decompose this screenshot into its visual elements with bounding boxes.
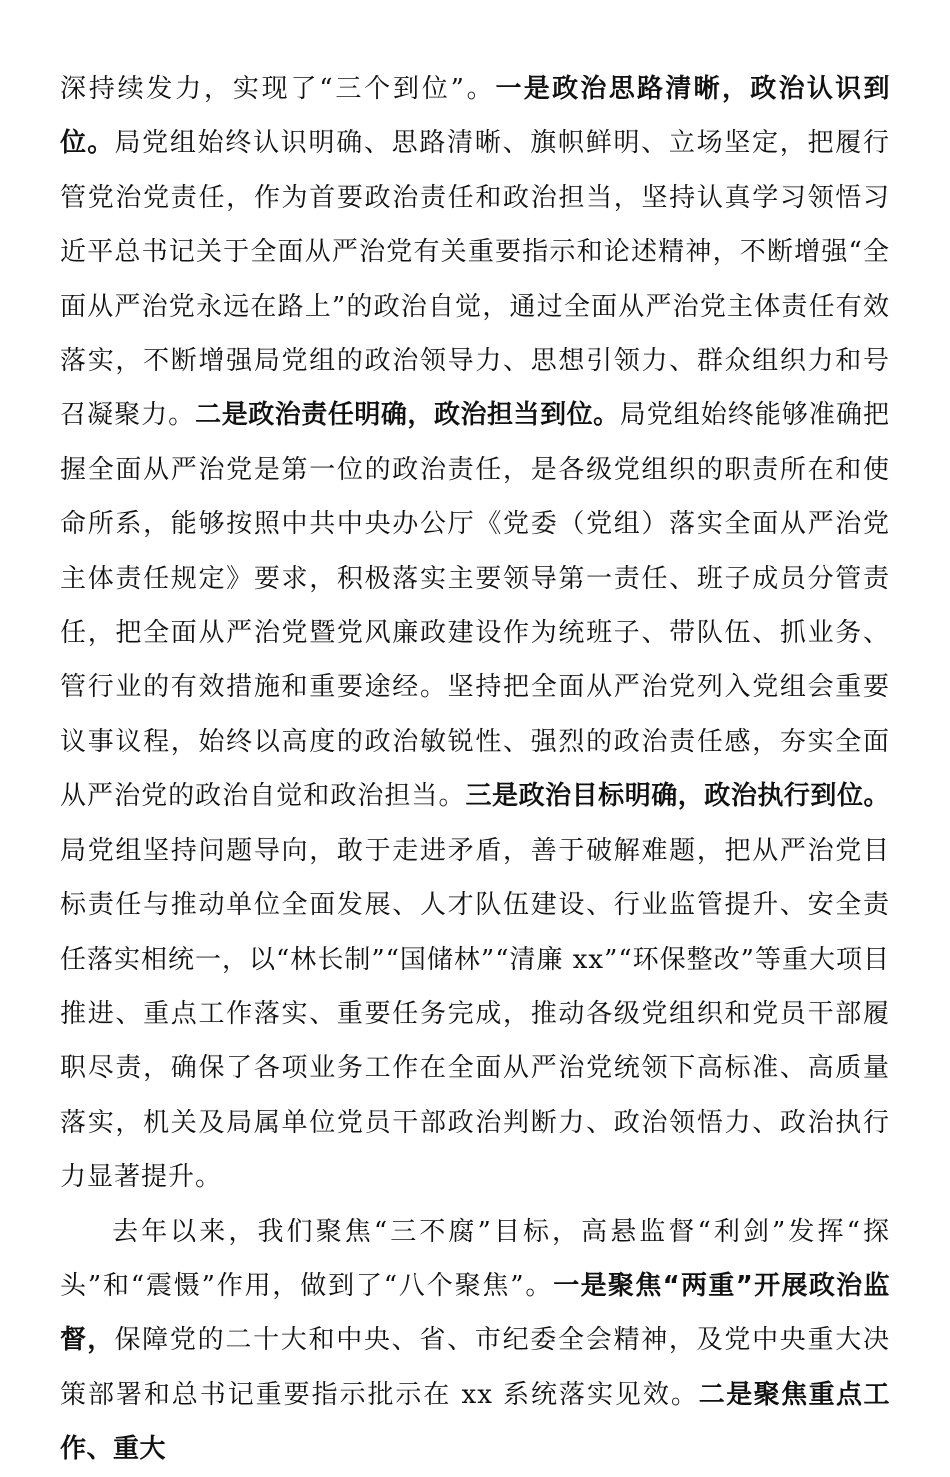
document-page	[60, 62, 890, 1477]
text-segment: 局党组始终能够准确把握全面从严治党是第一位的政治责任，是各级党组织的职责所在和使命所系，能够按照中共中央办公厅《党委（党组）落实全面从严治党主体责任规定》要求，积极落实主要领导第一责任、班子成员分管责任，把全面从严治党暨党风廉政建设作为统班子、带队伍、抓业务、管行业的有效措施和重要途经。坚持把全面从严治党列入党组会重要议事议程，始终以高度的政治敏锐性、强烈的政治责任感，夯实全面从严治党的政治自觉和政治担当。	[60, 400, 890, 812]
bold-heading-2: 二是政治责任明确，政治担当到位。	[195, 400, 620, 431]
text-segment: 保障党的二十大和中央、省、市纪委全会精神，及党中央重大决策部署和总书记重要指示批示在 xx 系统落实见效。	[60, 1325, 890, 1410]
paragraph-1	[60, 62, 890, 1205]
bold-heading-4: 一是聚焦“两重”开展政治监督，	[60, 1270, 890, 1356]
paragraph-2	[60, 1205, 890, 1477]
text-segment: 局党组始终认识明确、思路清晰、旗帜鲜明、立场坚定，把履行管党治党责任，作为首要政治责任和政治担当，坚持认真学习领悟习近平总书记关于全面从严治党有关重要指示和论述精神，不断增强“全面从严治党永远在路上”的政治自觉，通过全面从严治党主体责任有效落实，不断增强局党组的政治领导力、思想引领力、群众组织力和号召凝聚力。	[60, 128, 890, 431]
bold-heading-5: 二是聚焦重点工作、重大	[60, 1379, 890, 1465]
bold-heading-1: 一是政治思路清晰，政治认识到位。	[60, 74, 890, 159]
text-segment: 局党组坚持问题导向，敢于走进矛盾，善于破解难题，把从严治党目标责任与推动单位全面发展、人才队伍建设、行业监管提升、安全责任落实相统一，以“林长制”“国储林”“清廉 xx”“环保整改”等重大项目推进、重点工作落实、重要任务完成，推动各级党组织和党员干部履职尽责，确保了各项业务工作在全面从严治党统领下高标准、高质量落实，机关及局属单位党员干部政治判断力、政治领悟力、政治执行力显著提升。	[60, 835, 890, 1193]
text-segment: 深持续发力，实现了“三个到位”。	[60, 74, 496, 104]
bold-heading-3: 三是政治目标明确，政治执行到位。	[465, 781, 890, 812]
text-segment: 去年以来，我们聚焦“三不腐”目标，高悬监督“利剑”发挥“探头”和“震慑”作用，做到了“八个聚焦”。	[60, 1216, 890, 1301]
